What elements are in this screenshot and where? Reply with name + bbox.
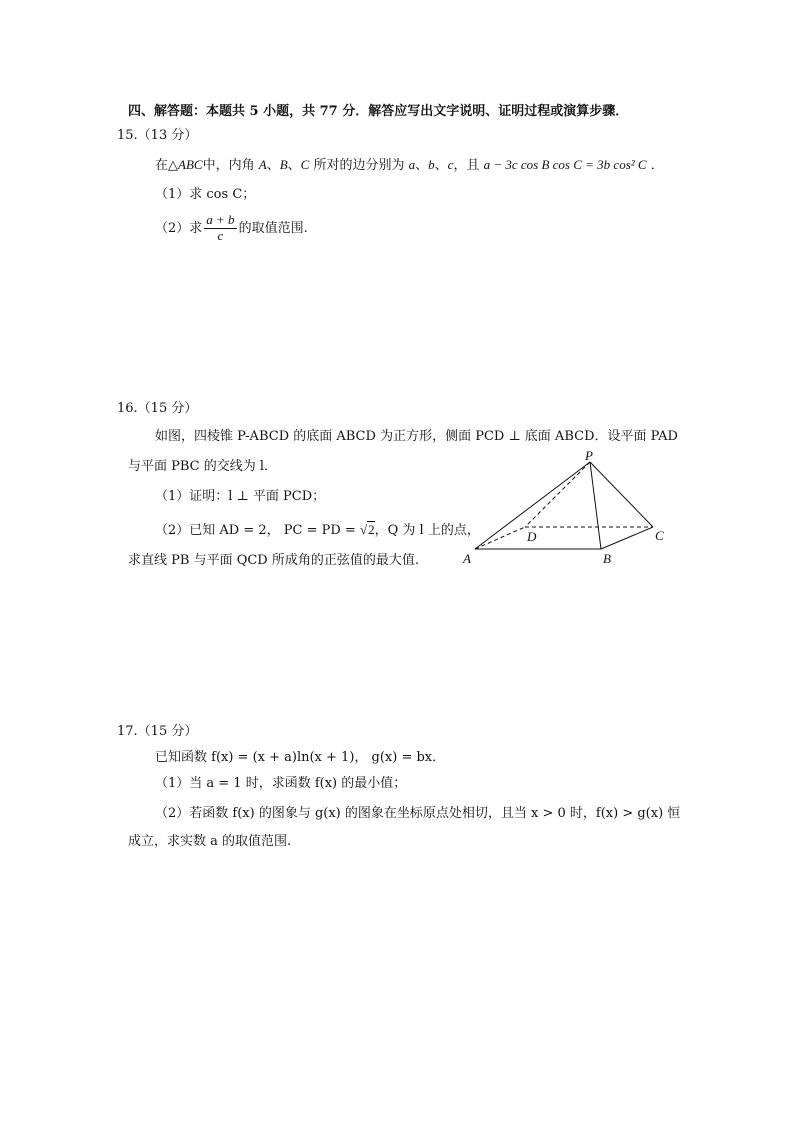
q15-stem-mid: 中，内角 <box>202 158 255 173</box>
q16-number: 16.（15 分） <box>117 401 198 416</box>
q15-sep-2: 、 <box>287 158 301 173</box>
q15-fraction-numerator: a + b <box>206 212 235 227</box>
q17-part2-line2: 成立，求实数 a 的取值范围. <box>128 834 292 849</box>
q15-stem-prefix: 在△ <box>155 158 178 173</box>
edge-pb <box>590 462 601 549</box>
q16-line-last: 求直线 PB 与平面 QCD 所成角的正弦值的最大值. <box>128 553 419 568</box>
q16-part2-b: ，Q 为 l 上的点， <box>374 523 480 538</box>
q15-stem-mid2: 所对的边分别为 <box>313 158 405 173</box>
pyramid-figure <box>455 445 680 575</box>
edge-bc <box>601 527 653 549</box>
q15-sep-1: 、 <box>266 158 280 173</box>
q15-end: ． <box>650 158 664 173</box>
edge-pc <box>590 462 653 527</box>
q15-fraction-denominator: c <box>217 227 224 243</box>
q15-part2-prefix: （2）求 <box>155 220 203 236</box>
label-p: P <box>585 448 593 463</box>
edge-pd-hidden <box>525 462 590 527</box>
q15-equation: a − 3c cos B cos C = 3b cos² C <box>483 157 647 172</box>
q16-line2: 与平面 PBC 的交线为 l． <box>128 459 278 474</box>
q16-part2-sqrt: 2 <box>368 522 375 537</box>
q15-sep-3: 、 <box>415 158 429 173</box>
q15-fraction <box>204 213 236 244</box>
q15-angle-a: A <box>258 157 267 172</box>
q15-sep-4: 、 <box>434 158 448 173</box>
q16-part2-a: （2）已知 AD = 2， PC = PD = <box>155 523 356 538</box>
label-d: D <box>527 529 537 544</box>
q15-stem <box>155 157 664 174</box>
q15-number: 15.（13 分） <box>117 128 198 143</box>
q16-part1: （1）证明：l ⊥ 平面 PCD； <box>155 489 326 504</box>
q17-part2-line1: （2）若函数 f(x) 的图象与 g(x) 的图象在坐标原点处相切，且当 x > 0 时，f(x) > g(x) 恒 <box>155 806 681 821</box>
q15-part2 <box>155 213 308 244</box>
q17-number: 17.（15 分） <box>117 724 198 739</box>
label-a: A <box>463 551 471 566</box>
section-heading: 四、解答题：本题共 5 小题，共 77 分．解答应写出文字说明、证明过程或演算步骤． <box>128 104 629 119</box>
label-c: C <box>655 528 664 543</box>
q15-triangle: ABC <box>178 157 203 172</box>
label-b: B <box>603 551 611 566</box>
q15-angle-b: B <box>279 157 288 172</box>
q15-side-a: a <box>408 157 416 172</box>
q16-line1: 如图，四棱锥 P-ABCD 的底面 ABCD 为正方形，侧面 PCD ⊥ 底面 ABCD．设平面 PAD <box>155 429 678 444</box>
q15-side-b: b <box>428 157 435 172</box>
q15-part2-suffix: 的取值范围. <box>238 220 308 236</box>
q15-side-c: c <box>447 157 454 172</box>
q17-part1: （1）当 a = 1 时，求函数 f(x) 的最小值； <box>155 776 407 791</box>
q15-angle-c: C <box>300 157 310 172</box>
q15-stem-mid3: ，且 <box>453 158 480 173</box>
q15-part1: （1）求 cos C； <box>155 187 256 202</box>
q17-given: 已知函数 f(x) = (x + a)ln(x + 1)， g(x) = bx． <box>155 750 446 765</box>
q16-part2: （2）已知 AD = 2， PC = PD = √2，Q 为 l 上的点， <box>155 522 480 538</box>
